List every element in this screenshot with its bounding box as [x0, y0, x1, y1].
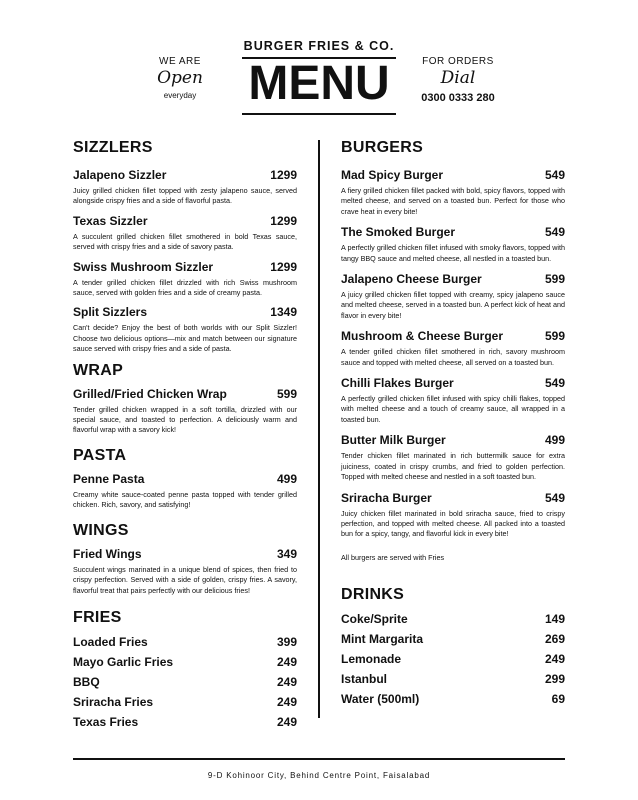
item-name: Swiss Mushroom Sizzler: [73, 259, 214, 274]
item-description: Succulent wings marinated in a unique blend of spices, then fried to crispy perfection. Served with a side of golden, crispy fries. A savory, flavorful treat that pairs perfectly with our delicious fries!: [73, 564, 297, 595]
item-name: Butter Milk Burger: [341, 433, 446, 448]
menu-item: [73, 387, 297, 436]
section-title-fries: FRIES: [73, 608, 122, 626]
section-title-wrap: WRAP: [73, 361, 124, 379]
list-item: [341, 609, 565, 629]
item-description: Juicy chicken fillet marinated in bold sriracha sauce, fried to crispy perfection, and topped with melted cheese. All packed into a toasted bun for a spicy, tangy, and flavorful kick in every bite!: [341, 508, 565, 539]
item-name: Mayo Garlic Fries: [73, 654, 174, 669]
item-price: 549: [544, 168, 565, 182]
item-name: Grilled/Fried Chicken Wrap: [73, 386, 227, 401]
item-price: 1299: [270, 168, 297, 182]
list-item: [341, 629, 565, 649]
item-description: Tender chicken fillet marinated in rich buttermilk sauce for extra juiciness, coated in crispy crumbs, and fried to golden perfection. Topped with melted cheese and nestled in a soft toasted bun.: [341, 451, 565, 482]
title-bottom-rule: [242, 113, 396, 115]
list-item: [73, 652, 297, 672]
item-name: Split Sizzlers: [73, 305, 148, 320]
menu-item: [73, 547, 297, 596]
item-description: A juicy grilled chicken fillet topped with creamy, spicy jalapeno sauce and melted cheese, served in a toasted bun. A perfect kick of heat and flavor in every bite!: [341, 290, 565, 320]
section-title-pasta: PASTA: [73, 446, 127, 464]
item-name: Sriracha Burger: [341, 490, 432, 505]
item-name: Penne Pasta: [73, 471, 145, 486]
item-price: 349: [276, 546, 297, 561]
menu-item: [341, 168, 565, 217]
item-name: Mint Margarita: [341, 631, 424, 646]
menu-item: [73, 472, 297, 511]
item-name: Lemonade: [341, 651, 402, 666]
item-price: 1349: [270, 305, 297, 320]
item-name: Chilli Flakes Burger: [341, 376, 454, 391]
menu-item: [341, 225, 565, 264]
left-column: [73, 138, 297, 732]
item-description: Creamy white sauce-coated penne pasta topped with tender grilled chicken. Rich, savory, and satisfying!: [73, 489, 297, 510]
hours-script-text: Open: [157, 68, 203, 88]
item-name: BBQ: [73, 674, 100, 689]
list-item: [341, 649, 565, 669]
item-price: 249: [544, 651, 565, 666]
item-price: 269: [544, 631, 565, 646]
item-name: Mad Spicy Burger: [341, 168, 444, 182]
column-divider: [318, 140, 320, 718]
item-description: Juicy grilled chicken fillet topped with zesty jalapeno sauce, served alongside crispy fries and a side of flavorful pasta.: [73, 186, 297, 206]
section-title-burgers: BURGERS: [341, 139, 424, 156]
item-price: 299: [544, 671, 565, 686]
list-item: [73, 712, 297, 732]
item-description: A perfectly grilled chicken fillet infused with spicy chilli flakes, topped with melted cheese and a touch of creamy sauce, all wrapped in a toasted bun.: [341, 394, 565, 424]
item-description: Tender grilled chicken wrapped in a soft tortilla, drizzled with our special sauce, and toasted to perfection. A deliciously warm and flavorful wrap with a savory kick!: [73, 404, 297, 435]
item-price: 1299: [270, 259, 297, 274]
item-name: Texas Sizzler: [73, 213, 148, 228]
right-column: [341, 138, 565, 709]
item-price: 249: [276, 694, 297, 709]
order-phone-number: 0300 0333 280: [421, 92, 495, 104]
item-description: A tender grilled chicken fillet drizzled with rich Swiss mushroom sauce, served with golden fries and a side of creamy pasta.: [73, 277, 297, 298]
menu-item: [341, 376, 565, 425]
list-item: [73, 632, 297, 652]
item-price: 249: [276, 654, 297, 669]
menu-item: [73, 168, 297, 207]
item-name: Jalapeno Sizzler: [73, 168, 167, 182]
list-item: [341, 689, 565, 709]
item-name: Coke/Sprite: [341, 611, 408, 626]
item-price: 599: [544, 329, 565, 344]
menu-item: [341, 329, 565, 368]
item-name: Loaded Fries: [73, 634, 148, 649]
item-name: Mushroom & Cheese Burger: [341, 329, 504, 344]
section-title-wings: WINGS: [73, 521, 129, 539]
item-price: 599: [276, 386, 297, 401]
section-title-sizzlers: SIZZLERS: [73, 139, 153, 156]
orders-script-text: Dial: [440, 68, 476, 88]
item-name: Sriracha Fries: [73, 694, 154, 709]
item-price: 149: [544, 611, 565, 626]
item-name: Istanbul: [341, 671, 388, 686]
list-item: [73, 692, 297, 712]
brand-name: BURGER FRIES & CO.: [243, 39, 395, 53]
footer-rule: [73, 758, 565, 760]
order-contact: [408, 56, 508, 104]
item-price: 499: [544, 433, 565, 448]
item-price: 549: [544, 490, 565, 505]
item-name: Water (500ml): [341, 691, 420, 706]
item-description: A succulent grilled chicken fillet smothered in bold Texas sauce, served with crispy fries and a side of savory pasta.: [73, 231, 297, 252]
hours-bottom-text: everyday: [163, 91, 197, 100]
opening-hours: [140, 56, 220, 100]
item-name: Fried Wings: [73, 546, 142, 561]
item-price: 549: [544, 376, 565, 391]
menu-item: [341, 272, 565, 321]
item-description: A perfectly grilled chicken fillet infused with smoky flavors, topped with tangy BBQ sauce and melted cheese, all nestled in a toasted bun.: [341, 243, 565, 263]
item-price: 249: [276, 714, 297, 729]
item-price: 249: [276, 674, 297, 689]
list-item: [341, 669, 565, 689]
menu-header: [0, 0, 638, 120]
menu-title: MENU: [248, 57, 390, 110]
item-description: A fiery grilled chicken fillet packed with bold, spicy flavors, topped with melted cheese, and served on a toasted bun. Perfect for those who crave heat in every bite!: [341, 186, 565, 216]
item-description: A tender grilled chicken fillet smothered in rich, savory mushroom sauce and topped with melted cheese, all served on a toasted bun.: [341, 347, 565, 367]
footer-address: 9-D Kohinoor City, Behind Centre Point, Faisalabad: [207, 771, 431, 780]
menu-item: [73, 214, 297, 253]
hours-top-text: WE ARE: [159, 56, 201, 67]
item-price: 1299: [270, 213, 297, 228]
menu-item: [341, 433, 565, 482]
list-item: [73, 672, 297, 692]
item-description: Can't decide? Enjoy the best of both worlds with our Split Sizzler! Choose two delicious options—mix and match between our signature sauce served with crispy fries and a side of pasta.: [73, 323, 297, 354]
item-price: 499: [276, 471, 297, 486]
item-name: The Smoked Burger: [341, 225, 456, 240]
item-price: 599: [544, 272, 565, 287]
item-price: 69: [551, 691, 565, 706]
item-name: Jalapeno Cheese Burger: [341, 272, 482, 287]
menu-item: [341, 491, 565, 540]
item-price: 399: [276, 634, 297, 649]
burgers-note: All burgers are served with Fries: [341, 552, 445, 562]
menu-item: [73, 260, 297, 299]
orders-top-text: FOR ORDERS: [422, 56, 494, 67]
menu-item: [73, 305, 297, 354]
item-name: Texas Fries: [73, 714, 139, 729]
section-title-drinks: DRINKS: [341, 585, 405, 603]
item-price: 549: [544, 225, 565, 240]
